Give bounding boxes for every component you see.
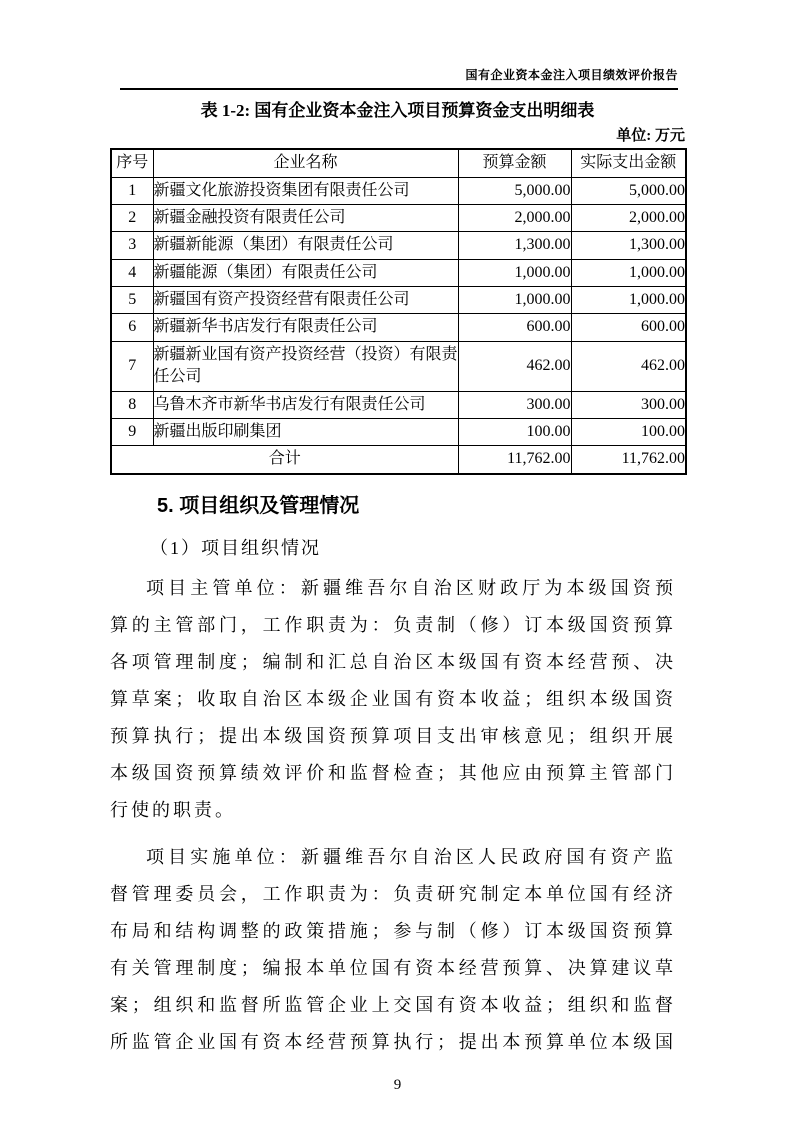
- row-number-cell: 2: [111, 204, 153, 231]
- body-line: 算的主管部门，工作职责为：负责制（修）订本级国资预算: [110, 614, 676, 635]
- content-area: [110, 96, 685, 1094]
- body-line: 本级国资预算绩效评价和监督检查；其他应由预算主管部门: [110, 762, 676, 783]
- column-header-actual: 实际支出金额: [571, 149, 686, 177]
- running-header: [0, 0, 678, 83]
- column-header-name: 企业名称: [153, 149, 458, 177]
- header-rule: [120, 88, 678, 90]
- actual-amount-cell: 2,000.00: [571, 204, 686, 231]
- budget-amount-cell: 2,000.00: [458, 204, 571, 231]
- row-number-cell: 9: [111, 419, 153, 446]
- budget-amount-cell: 600.00: [458, 314, 571, 341]
- table-header-row: [111, 149, 686, 177]
- body-line: 行使的职责。: [110, 799, 236, 820]
- section-heading: 5. 项目组织及管理情况: [157, 494, 360, 517]
- total-actual-cell: 11,762.00: [571, 446, 686, 474]
- page-number: 9: [393, 1076, 402, 1093]
- row-number-cell: 7: [111, 341, 153, 391]
- actual-amount-cell: 462.00: [571, 341, 686, 391]
- company-name-cell: 新疆文化旅游投资集团有限责任公司: [153, 177, 458, 204]
- body-line: 布局和结构调整的政策措施；参与制（修）订本级国资预算: [110, 920, 676, 941]
- row-number-cell: 6: [111, 314, 153, 341]
- actual-amount-cell: 600.00: [571, 314, 686, 341]
- company-name-cell: 新疆出版印刷集团: [153, 419, 458, 446]
- company-name-cell: 乌鲁木齐市新华书店发行有限责任公司: [153, 391, 458, 418]
- body-line: 督管理委员会，工作职责为：负责研究制定本单位国有经济: [110, 883, 676, 904]
- body-line: 算草案；收取自治区本级企业国有资本收益；组织本级国资: [110, 688, 676, 709]
- table-row: [111, 259, 686, 286]
- body-line: 项目实施单位：新疆维吾尔自治区人民政府国有资产监: [146, 846, 676, 867]
- budget-amount-cell: 1,000.00: [458, 259, 571, 286]
- table-title: 表 1-2: 国有企业资本金注入项目预算资金支出明细表: [200, 101, 595, 120]
- body-line: 各项管理制度；编制和汇总自治区本级国有资本经营预、决: [110, 651, 676, 672]
- body-line: 有关管理制度；编报本单位国有资本经营预算、决算建议草: [110, 957, 676, 978]
- table-row: [111, 314, 686, 341]
- body-line: 所监管企业国有资本经营预算执行；提出本预算单位本级国: [110, 1031, 676, 1052]
- actual-amount-cell: 1,300.00: [571, 232, 686, 259]
- row-number-cell: 5: [111, 287, 153, 314]
- section-subheading: （1）项目组织情况: [150, 537, 321, 558]
- table-row: [111, 419, 686, 446]
- budget-amount-cell: 300.00: [458, 391, 571, 418]
- table-row: [111, 177, 686, 204]
- row-number-cell: 3: [111, 232, 153, 259]
- table-row: [111, 204, 686, 231]
- company-name-cell: 新疆新能源（集团）有限责任公司: [153, 232, 458, 259]
- total-budget-cell: 11,762.00: [458, 446, 571, 474]
- actual-amount-cell: 1,000.00: [571, 287, 686, 314]
- company-name-cell: 新疆能源（集团）有限责任公司: [153, 259, 458, 286]
- table-row: [111, 232, 686, 259]
- budget-amount-cell: 1,000.00: [458, 287, 571, 314]
- company-name-cell: 新疆新业国有资产投资经营（投资）有限责任公司: [153, 341, 458, 391]
- company-name-cell: 新疆金融投资有限责任公司: [153, 204, 458, 231]
- unit-label: 单位: 万元: [616, 128, 685, 144]
- body-line: 预算执行；提出本级国资预算项目支出审核意见；组织开展: [110, 725, 676, 746]
- paragraph-implementation-unit: [110, 839, 676, 1061]
- actual-amount-cell: 5,000.00: [571, 177, 686, 204]
- actual-amount-cell: 100.00: [571, 419, 686, 446]
- running-header-title: 国有企业资本金注入项目绩效评价报告: [465, 68, 678, 82]
- row-number-cell: 1: [111, 177, 153, 204]
- budget-amount-cell: 1,300.00: [458, 232, 571, 259]
- body-line: 案；组织和监督所监管企业上交国有资本收益；组织和监督: [110, 994, 676, 1015]
- actual-amount-cell: 1,000.00: [571, 259, 686, 286]
- company-name-cell: 新疆新华书店发行有限责任公司: [153, 314, 458, 341]
- actual-amount-cell: 300.00: [571, 391, 686, 418]
- table-row: [111, 341, 686, 391]
- budget-table: [110, 148, 687, 475]
- budget-amount-cell: 462.00: [458, 341, 571, 391]
- budget-amount-cell: 100.00: [458, 419, 571, 446]
- paragraph-supervisor-unit: [110, 570, 676, 829]
- table-row: [111, 391, 686, 418]
- table-total-row: [111, 446, 686, 474]
- column-header-budget: 预算金额: [458, 149, 571, 177]
- body-line: 项目主管单位：新疆维吾尔自治区财政厅为本级国资预: [146, 577, 676, 598]
- table-row: [111, 287, 686, 314]
- total-label-cell: 合计: [111, 446, 458, 474]
- row-number-cell: 8: [111, 391, 153, 418]
- company-name-cell: 新疆国有资产投资经营有限责任公司: [153, 287, 458, 314]
- budget-amount-cell: 5,000.00: [458, 177, 571, 204]
- row-number-cell: 4: [111, 259, 153, 286]
- column-header-no: 序号: [111, 149, 153, 177]
